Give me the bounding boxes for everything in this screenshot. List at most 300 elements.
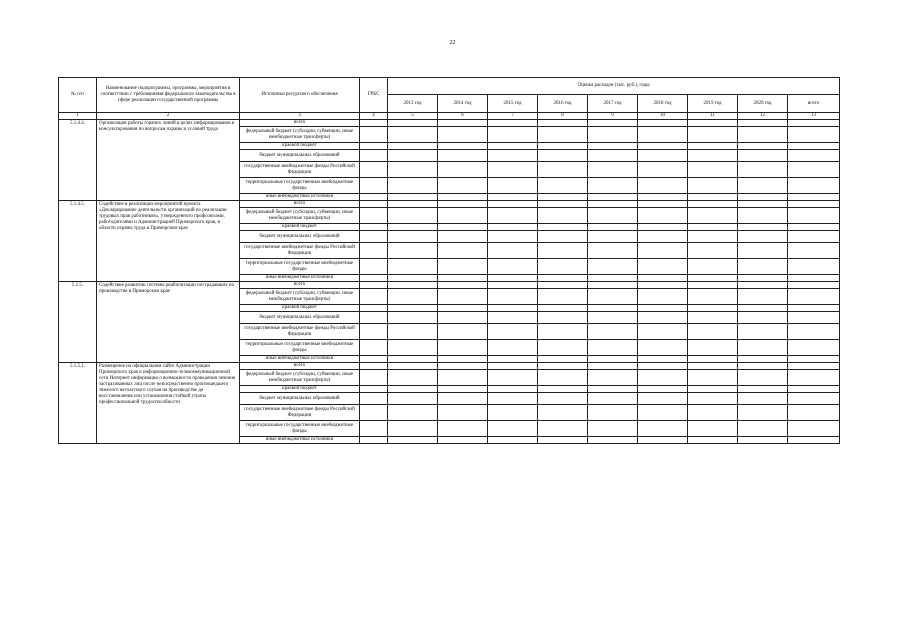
value-cell xyxy=(688,208,738,224)
header-year: 2013 год xyxy=(388,95,438,113)
value-cell xyxy=(488,405,538,421)
value-cell xyxy=(688,162,738,178)
value-cell xyxy=(738,275,788,282)
value-cell xyxy=(538,127,588,143)
grbs-cell xyxy=(360,162,388,178)
value-cell xyxy=(588,194,638,201)
grbs-cell xyxy=(360,259,388,275)
header-year: 2018 год xyxy=(638,95,688,113)
value-cell xyxy=(488,437,538,444)
value-cell xyxy=(788,405,840,421)
value-cell xyxy=(438,363,488,370)
grbs-cell xyxy=(360,370,388,386)
value-cell xyxy=(438,340,488,356)
value-cell xyxy=(538,178,588,194)
value-cell xyxy=(688,324,738,340)
value-cell xyxy=(488,356,538,363)
value-cell xyxy=(738,150,788,162)
value-cell xyxy=(388,386,438,393)
budget-table xyxy=(58,77,840,444)
value-cell xyxy=(388,282,438,289)
value-cell xyxy=(738,421,788,437)
funding-source: федеральный бюджет (субсидии, субвенции, иные межбюджетные трансферты) xyxy=(240,289,360,305)
grbs-cell xyxy=(360,405,388,421)
value-cell xyxy=(538,363,588,370)
value-cell xyxy=(738,386,788,393)
value-cell xyxy=(388,127,438,143)
value-cell xyxy=(738,243,788,259)
value-cell xyxy=(738,282,788,289)
value-cell xyxy=(488,363,538,370)
value-cell xyxy=(688,120,738,127)
value-cell xyxy=(438,120,488,127)
value-cell xyxy=(638,437,688,444)
value-cell xyxy=(538,224,588,231)
funding-source: федеральный бюджет (субсидии, субвенции, иные межбюджетные трансферты) xyxy=(240,208,360,224)
value-cell xyxy=(738,405,788,421)
value-cell xyxy=(638,224,688,231)
value-cell xyxy=(438,208,488,224)
funding-source: иные внебюджетные источники xyxy=(240,194,360,201)
value-cell xyxy=(388,259,438,275)
section-name: Содействие в реализации мероприятий проекта «Декларирование деятельности организаций по реализации трудовых прав работников», утвержденного профсоюзами, работодателями и Администрацией Приморского края, в области охраны труда в Приморском крае xyxy=(97,201,240,282)
value-cell xyxy=(488,243,538,259)
header-year: 2016 год xyxy=(538,95,588,113)
table-row xyxy=(59,363,840,370)
value-cell xyxy=(638,370,688,386)
funding-source: территориальные государственные внебюджетные фонды xyxy=(240,340,360,356)
value-cell xyxy=(688,243,738,259)
value-cell xyxy=(488,224,538,231)
value-cell xyxy=(638,405,688,421)
grbs-cell xyxy=(360,143,388,150)
value-cell xyxy=(688,305,738,312)
value-cell xyxy=(588,275,638,282)
header-year: 2017 год xyxy=(588,95,638,113)
value-cell xyxy=(788,259,840,275)
value-cell xyxy=(688,421,738,437)
value-cell xyxy=(438,324,488,340)
value-cell xyxy=(738,162,788,178)
grbs-cell xyxy=(360,231,388,243)
value-cell xyxy=(538,143,588,150)
value-cell xyxy=(438,393,488,405)
value-cell xyxy=(488,305,538,312)
value-cell xyxy=(788,282,840,289)
value-cell xyxy=(488,150,538,162)
header-estimate: Оценка расходов (тыс. руб.), годы xyxy=(388,78,840,95)
value-cell xyxy=(538,405,588,421)
value-cell xyxy=(488,201,538,208)
column-number: 12 xyxy=(738,113,788,120)
funding-source: государственные внебюджетные фонды Российской Федерации xyxy=(240,405,360,421)
section-code: 5.1.5. xyxy=(59,282,97,363)
value-cell xyxy=(638,178,688,194)
value-cell xyxy=(588,243,638,259)
value-cell xyxy=(488,259,538,275)
value-cell xyxy=(788,305,840,312)
funding-source: иные внебюджетные источники xyxy=(240,356,360,363)
value-cell xyxy=(738,178,788,194)
column-number: 7 xyxy=(488,113,538,120)
value-cell xyxy=(538,370,588,386)
value-cell xyxy=(688,437,738,444)
value-cell xyxy=(538,259,588,275)
value-cell xyxy=(488,370,538,386)
value-cell xyxy=(738,259,788,275)
value-cell xyxy=(688,356,738,363)
funding-source: иные внебюджетные источники xyxy=(240,275,360,282)
value-cell xyxy=(488,162,538,178)
value-cell xyxy=(638,143,688,150)
value-cell xyxy=(388,340,438,356)
value-cell xyxy=(638,120,688,127)
funding-source: краевой бюджет xyxy=(240,224,360,231)
value-cell xyxy=(638,305,688,312)
value-cell xyxy=(738,143,788,150)
value-cell xyxy=(738,231,788,243)
value-cell xyxy=(638,324,688,340)
value-cell xyxy=(438,224,488,231)
value-cell xyxy=(788,363,840,370)
value-cell xyxy=(588,127,638,143)
grbs-cell xyxy=(360,386,388,393)
grbs-cell xyxy=(360,324,388,340)
value-cell xyxy=(588,231,638,243)
value-cell xyxy=(388,143,438,150)
value-cell xyxy=(388,194,438,201)
value-cell xyxy=(788,421,840,437)
grbs-cell xyxy=(360,178,388,194)
value-cell xyxy=(388,305,438,312)
value-cell xyxy=(738,201,788,208)
grbs-cell xyxy=(360,194,388,201)
value-cell xyxy=(738,289,788,305)
value-cell xyxy=(438,421,488,437)
value-cell xyxy=(588,201,638,208)
value-cell xyxy=(388,393,438,405)
value-cell xyxy=(638,127,688,143)
value-cell xyxy=(538,201,588,208)
value-cell xyxy=(738,208,788,224)
value-cell xyxy=(788,340,840,356)
value-cell xyxy=(588,356,638,363)
table-row xyxy=(59,282,840,289)
value-cell xyxy=(788,150,840,162)
value-cell xyxy=(638,386,688,393)
funding-source: территориальные государственные внебюджетные фонды xyxy=(240,421,360,437)
value-cell xyxy=(388,178,438,194)
value-cell xyxy=(588,324,638,340)
value-cell xyxy=(638,208,688,224)
value-cell xyxy=(588,340,638,356)
value-cell xyxy=(538,393,588,405)
value-cell xyxy=(488,178,538,194)
section-code: 5.1.4.5. xyxy=(59,201,97,282)
value-cell xyxy=(638,356,688,363)
value-cell xyxy=(488,393,538,405)
section-name: Размещение на официальном сайте Администрации Приморского края в информационно-телекоммуникационной сети Интернет информации о возможности проведения лечения застрахованных лиц после непосредственно произошедшего тяжелого несчастного случая на производстве до восстановления или установления стойкой утраты профессиональной трудоспособности xyxy=(97,363,240,444)
value-cell xyxy=(388,275,438,282)
value-cell xyxy=(788,324,840,340)
funding-source: государственные внебюджетные фонды Российской Федерации xyxy=(240,243,360,259)
value-cell xyxy=(538,231,588,243)
value-cell xyxy=(588,259,638,275)
value-cell xyxy=(488,120,538,127)
value-cell xyxy=(438,370,488,386)
grbs-cell xyxy=(360,437,388,444)
value-cell xyxy=(588,143,638,150)
value-cell xyxy=(788,194,840,201)
grbs-cell xyxy=(360,312,388,324)
grbs-cell xyxy=(360,282,388,289)
column-number: 8 xyxy=(538,113,588,120)
funding-source: краевой бюджет xyxy=(240,143,360,150)
funding-source: всего xyxy=(240,120,360,127)
value-cell xyxy=(388,356,438,363)
value-cell xyxy=(488,275,538,282)
value-cell xyxy=(488,324,538,340)
funding-source: бюджет муниципальных образований xyxy=(240,231,360,243)
value-cell xyxy=(538,162,588,178)
value-cell xyxy=(638,194,688,201)
value-cell xyxy=(438,178,488,194)
column-number: 9 xyxy=(588,113,638,120)
value-cell xyxy=(788,386,840,393)
funding-source: краевой бюджет xyxy=(240,386,360,393)
value-cell xyxy=(588,305,638,312)
value-cell xyxy=(588,162,638,178)
value-cell xyxy=(738,194,788,201)
value-cell xyxy=(388,208,438,224)
value-cell xyxy=(788,312,840,324)
value-cell xyxy=(538,208,588,224)
value-cell xyxy=(388,324,438,340)
grbs-cell xyxy=(360,243,388,259)
value-cell xyxy=(438,150,488,162)
value-cell xyxy=(738,305,788,312)
value-cell xyxy=(438,201,488,208)
funding-source: территориальные государственные внебюджетные фонды xyxy=(240,178,360,194)
grbs-cell xyxy=(360,150,388,162)
value-cell xyxy=(738,340,788,356)
value-cell xyxy=(438,194,488,201)
funding-source: федеральный бюджет (субсидии, субвенции, иные межбюджетные трансферты) xyxy=(240,127,360,143)
value-cell xyxy=(488,127,538,143)
value-cell xyxy=(738,437,788,444)
value-cell xyxy=(638,259,688,275)
value-cell xyxy=(538,356,588,363)
value-cell xyxy=(588,282,638,289)
section-code: 5.1.5.1. xyxy=(59,363,97,444)
value-cell xyxy=(638,282,688,289)
value-cell xyxy=(738,312,788,324)
value-cell xyxy=(538,150,588,162)
value-cell xyxy=(438,437,488,444)
header-year: 2015 год xyxy=(488,95,538,113)
value-cell xyxy=(788,120,840,127)
value-cell xyxy=(538,312,588,324)
value-cell xyxy=(688,231,738,243)
value-cell xyxy=(638,150,688,162)
value-cell xyxy=(588,437,638,444)
column-number: 5 xyxy=(388,113,438,120)
value-cell xyxy=(688,150,738,162)
value-cell xyxy=(588,405,638,421)
grbs-cell xyxy=(360,208,388,224)
value-cell xyxy=(488,386,538,393)
value-cell xyxy=(488,208,538,224)
value-cell xyxy=(438,259,488,275)
value-cell xyxy=(688,178,738,194)
value-cell xyxy=(488,231,538,243)
value-cell xyxy=(738,363,788,370)
value-cell xyxy=(488,340,538,356)
grbs-cell xyxy=(360,120,388,127)
value-cell xyxy=(388,289,438,305)
grbs-cell xyxy=(360,340,388,356)
header-name: Наименование подпрограммы, программы, мероприятия в соответствии с требованиями федерального законодательства в сфере реализации государственной программы xyxy=(97,78,240,113)
value-cell xyxy=(438,127,488,143)
value-cell xyxy=(738,393,788,405)
section-code: 5.1.4.4. xyxy=(59,120,97,201)
grbs-cell xyxy=(360,289,388,305)
value-cell xyxy=(388,312,438,324)
funding-source: всего xyxy=(240,282,360,289)
value-cell xyxy=(538,340,588,356)
value-cell xyxy=(388,162,438,178)
value-cell xyxy=(388,421,438,437)
value-cell xyxy=(688,289,738,305)
value-cell xyxy=(638,201,688,208)
value-cell xyxy=(688,224,738,231)
funding-source: иные внебюджетные источники xyxy=(240,437,360,444)
value-cell xyxy=(538,305,588,312)
value-cell xyxy=(488,282,538,289)
grbs-cell xyxy=(360,363,388,370)
value-cell xyxy=(538,289,588,305)
value-cell xyxy=(388,201,438,208)
funding-source: бюджет муниципальных образований xyxy=(240,312,360,324)
value-cell xyxy=(438,275,488,282)
funding-source: государственные внебюджетные фонды Российской Федерации xyxy=(240,324,360,340)
grbs-cell xyxy=(360,305,388,312)
value-cell xyxy=(438,143,488,150)
value-cell xyxy=(588,386,638,393)
value-cell xyxy=(638,243,688,259)
value-cell xyxy=(638,162,688,178)
value-cell xyxy=(788,393,840,405)
value-cell xyxy=(388,363,438,370)
value-cell xyxy=(638,312,688,324)
value-cell xyxy=(738,324,788,340)
value-cell xyxy=(788,143,840,150)
value-cell xyxy=(688,127,738,143)
value-cell xyxy=(588,150,638,162)
column-number: 10 xyxy=(638,113,688,120)
value-cell xyxy=(538,437,588,444)
value-cell xyxy=(488,421,538,437)
value-cell xyxy=(788,201,840,208)
value-cell xyxy=(438,282,488,289)
value-cell xyxy=(788,356,840,363)
header-year: 2014 год xyxy=(438,95,488,113)
section-name: Содействие развитию системы реабилитации пострадавших на производстве в Приморском крае xyxy=(97,282,240,363)
value-cell xyxy=(688,405,738,421)
page-number: 22 xyxy=(449,40,456,46)
value-cell xyxy=(638,231,688,243)
value-cell xyxy=(638,289,688,305)
value-cell xyxy=(588,224,638,231)
grbs-cell xyxy=(360,356,388,363)
value-cell xyxy=(788,289,840,305)
value-cell xyxy=(738,356,788,363)
value-cell xyxy=(788,231,840,243)
value-cell xyxy=(388,120,438,127)
value-cell xyxy=(438,386,488,393)
column-number: 4 xyxy=(360,113,388,120)
table-row xyxy=(59,120,840,127)
grbs-cell xyxy=(360,201,388,208)
value-cell xyxy=(738,224,788,231)
value-cell xyxy=(438,312,488,324)
value-cell xyxy=(688,194,738,201)
value-cell xyxy=(638,363,688,370)
value-cell xyxy=(388,370,438,386)
value-cell xyxy=(788,370,840,386)
value-cell xyxy=(438,289,488,305)
value-cell xyxy=(588,208,638,224)
value-cell xyxy=(788,275,840,282)
header-source: Источники ресурсного обеспечения xyxy=(240,78,360,113)
value-cell xyxy=(688,282,738,289)
header-year: 2020 год xyxy=(738,95,788,113)
value-cell xyxy=(688,370,738,386)
column-number: 13 xyxy=(788,113,840,120)
value-cell xyxy=(538,421,588,437)
value-cell xyxy=(638,275,688,282)
value-cell xyxy=(688,259,738,275)
value-cell xyxy=(388,231,438,243)
value-cell xyxy=(788,208,840,224)
header-year: всего xyxy=(788,95,840,113)
grbs-cell xyxy=(360,275,388,282)
value-cell xyxy=(438,405,488,421)
value-cell xyxy=(488,194,538,201)
value-cell xyxy=(688,201,738,208)
value-cell xyxy=(388,437,438,444)
value-cell xyxy=(788,243,840,259)
value-cell xyxy=(688,143,738,150)
value-cell xyxy=(538,282,588,289)
value-cell xyxy=(538,194,588,201)
grbs-cell xyxy=(360,127,388,143)
value-cell xyxy=(688,312,738,324)
value-cell xyxy=(438,231,488,243)
value-cell xyxy=(688,386,738,393)
value-cell xyxy=(488,143,538,150)
value-cell xyxy=(688,363,738,370)
grbs-cell xyxy=(360,393,388,405)
funding-source: государственные внебюджетные фонды Российской Федерации xyxy=(240,162,360,178)
column-number: 11 xyxy=(688,113,738,120)
funding-source: бюджет муниципальных образований xyxy=(240,393,360,405)
value-cell xyxy=(488,289,538,305)
column-number: 1 xyxy=(59,113,97,120)
column-number: 3 xyxy=(240,113,360,120)
value-cell xyxy=(488,312,538,324)
value-cell xyxy=(688,340,738,356)
